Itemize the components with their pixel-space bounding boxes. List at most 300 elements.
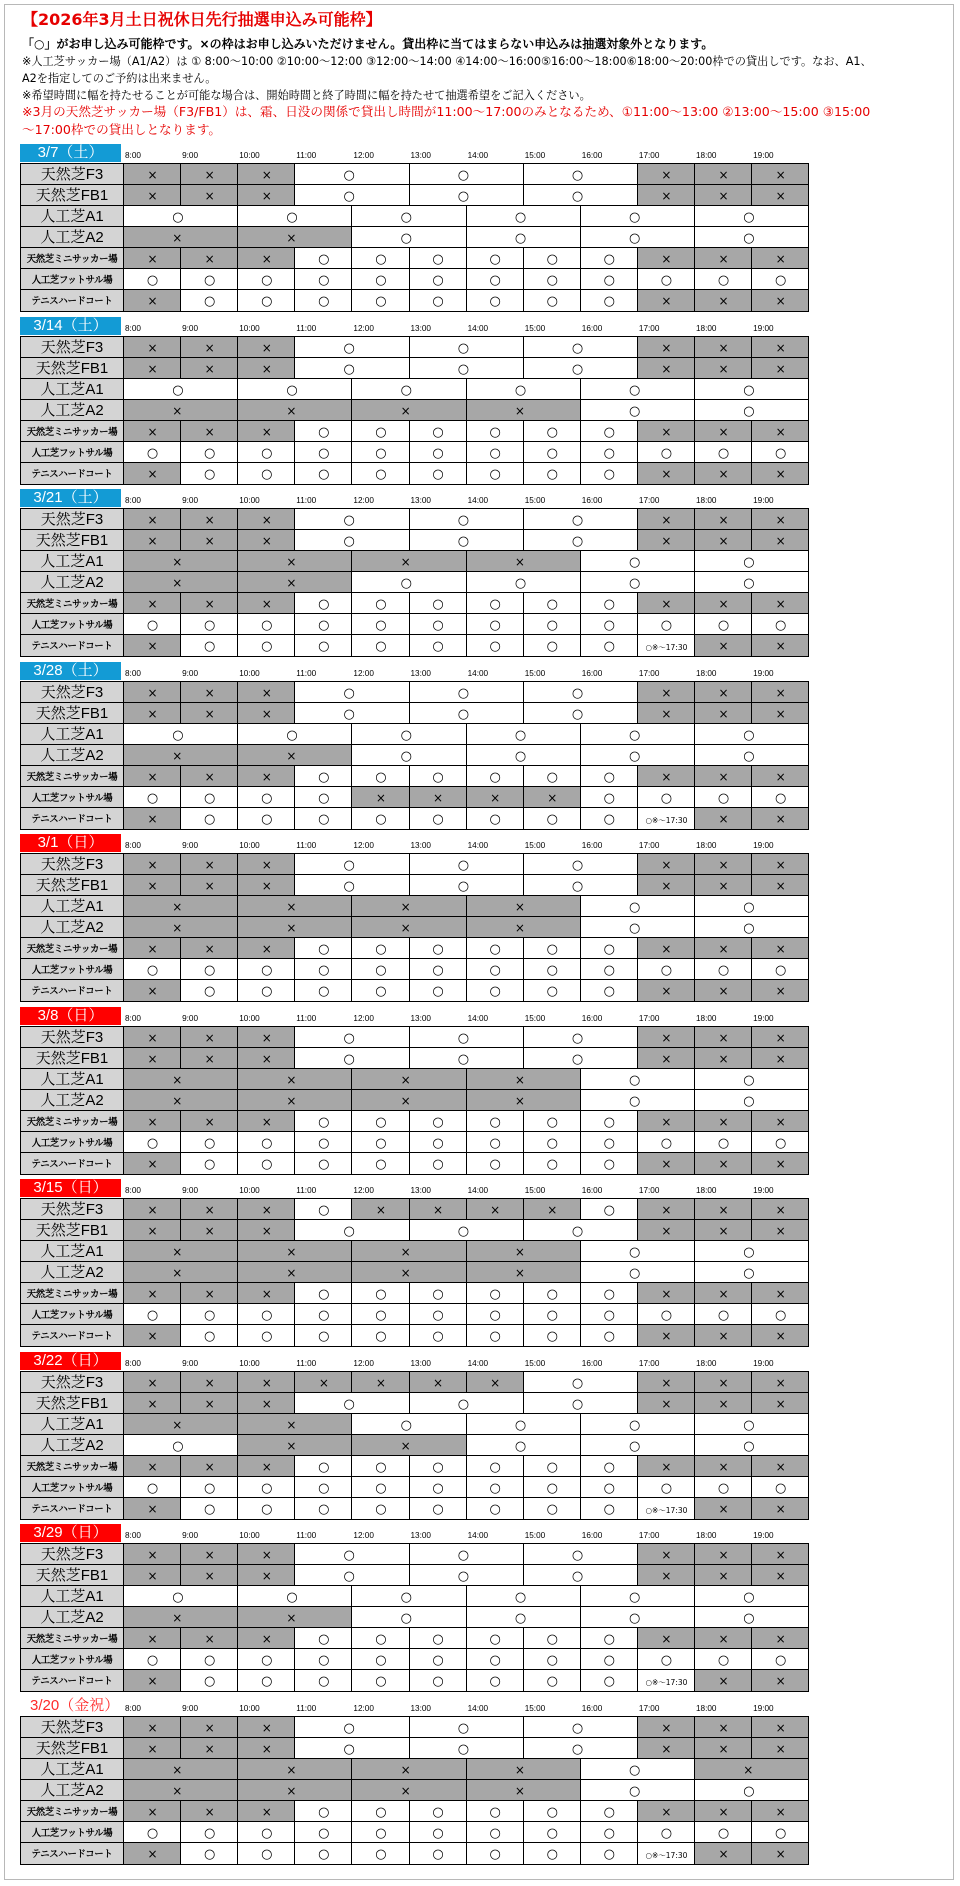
available-slot[interactable]	[523, 1648, 581, 1670]
available-slot[interactable]	[351, 462, 409, 485]
available-slot[interactable]	[580, 1842, 638, 1865]
available-slot[interactable]	[294, 937, 352, 959]
available-slot[interactable]	[237, 1476, 295, 1498]
available-slot[interactable]	[580, 1627, 638, 1649]
available-slot[interactable]	[409, 702, 524, 724]
available-slot[interactable]	[523, 1152, 581, 1175]
available-slot[interactable]	[694, 916, 809, 938]
available-slot[interactable]	[523, 336, 638, 358]
available-slot[interactable]	[523, 1543, 638, 1565]
available-slot[interactable]	[351, 1669, 409, 1692]
available-slot[interactable]	[237, 1821, 295, 1843]
available-slot[interactable]	[466, 571, 581, 593]
available-slot[interactable]	[751, 1476, 809, 1498]
available-slot[interactable]	[351, 1821, 409, 1843]
available-slot[interactable]	[523, 765, 581, 787]
available-slot[interactable]	[237, 1131, 295, 1153]
available-slot[interactable]	[237, 1585, 352, 1607]
available-slot[interactable]	[294, 1716, 409, 1738]
available-slot[interactable]	[523, 702, 638, 724]
available-slot[interactable]	[523, 1800, 581, 1822]
available-slot[interactable]	[580, 1261, 695, 1283]
available-slot[interactable]	[466, 1434, 581, 1456]
available-slot[interactable]	[580, 1068, 695, 1090]
available-slot[interactable]	[466, 1821, 524, 1843]
available-slot[interactable]	[351, 765, 409, 787]
available-slot[interactable]	[523, 1392, 638, 1414]
available-slot[interactable]	[294, 1564, 409, 1586]
available-slot[interactable]	[351, 1324, 409, 1347]
available-slot[interactable]	[409, 1219, 524, 1241]
available-slot[interactable]	[466, 613, 524, 635]
available-slot[interactable]	[694, 1089, 809, 1111]
available-slot[interactable]	[294, 1026, 409, 1048]
available-slot[interactable]	[523, 1564, 638, 1586]
available-slot[interactable]	[351, 268, 409, 290]
available-slot[interactable]	[523, 529, 638, 551]
available-slot[interactable]	[466, 744, 581, 766]
available-slot[interactable]	[351, 1497, 409, 1520]
available-slot[interactable]	[351, 979, 409, 1002]
available-slot[interactable]	[694, 1131, 752, 1153]
available-slot[interactable]	[351, 1110, 409, 1132]
available-slot[interactable]	[294, 1669, 352, 1692]
available-slot[interactable]	[466, 420, 524, 442]
available-slot[interactable]	[694, 958, 752, 980]
available-slot[interactable]	[409, 937, 467, 959]
available-slot[interactable]	[237, 268, 295, 290]
available-slot[interactable]	[466, 462, 524, 485]
available-slot[interactable]	[409, 765, 467, 787]
available-slot[interactable]	[237, 1669, 295, 1692]
available-slot[interactable]	[580, 289, 638, 312]
available-slot[interactable]	[351, 1455, 409, 1477]
available-slot[interactable]	[409, 807, 467, 830]
available-slot[interactable]	[123, 1585, 238, 1607]
available-slot[interactable]	[694, 441, 752, 463]
available-slot[interactable]	[180, 1476, 238, 1498]
available-slot[interactable]	[294, 1497, 352, 1520]
available-slot[interactable]	[180, 1669, 238, 1692]
available-slot[interactable]	[751, 786, 809, 808]
available-slot[interactable]	[694, 1434, 809, 1456]
available-slot[interactable]	[751, 1303, 809, 1325]
available-slot[interactable]	[466, 1800, 524, 1822]
available-slot[interactable]	[523, 958, 581, 980]
available-slot[interactable]	[351, 1152, 409, 1175]
available-slot[interactable]	[523, 853, 638, 875]
available-slot[interactable]	[694, 1303, 752, 1325]
available-slot[interactable]	[351, 807, 409, 830]
available-slot[interactable]	[409, 184, 524, 206]
available-slot[interactable]	[694, 1261, 809, 1283]
available-slot[interactable]	[409, 289, 467, 312]
available-slot[interactable]	[580, 958, 638, 980]
available-slot[interactable]	[409, 1497, 467, 1520]
available-slot[interactable]	[523, 592, 581, 614]
available-slot[interactable]	[409, 1627, 467, 1649]
available-slot[interactable]	[180, 1131, 238, 1153]
available-slot[interactable]	[580, 634, 638, 657]
available-slot[interactable]	[294, 163, 409, 185]
available-slot[interactable]	[580, 1497, 638, 1520]
available-slot[interactable]	[580, 1800, 638, 1822]
available-slot[interactable]	[523, 1821, 581, 1843]
available-slot[interactable]	[694, 1240, 809, 1262]
available-slot[interactable]	[466, 1455, 524, 1477]
available-slot[interactable]	[580, 1821, 638, 1843]
available-slot[interactable]	[523, 163, 638, 185]
available-slot[interactable]	[409, 529, 524, 551]
available-slot[interactable]	[466, 937, 524, 959]
available-slot[interactable]	[751, 1131, 809, 1153]
available-slot[interactable]	[123, 1821, 181, 1843]
available-slot[interactable]	[580, 807, 638, 830]
available-slot[interactable]	[751, 268, 809, 290]
available-slot[interactable]	[580, 378, 695, 400]
available-slot[interactable]	[751, 613, 809, 635]
available-slot[interactable]	[580, 916, 695, 938]
available-slot[interactable]	[294, 441, 352, 463]
available-slot[interactable]	[580, 462, 638, 485]
available-slot[interactable]	[694, 1821, 752, 1843]
available-slot[interactable]	[466, 1413, 581, 1435]
available-slot[interactable]	[409, 853, 524, 875]
available-slot[interactable]	[180, 1842, 238, 1865]
available-slot[interactable]	[409, 1669, 467, 1692]
available-slot[interactable]	[694, 786, 752, 808]
available-slot[interactable]	[466, 765, 524, 787]
available-slot[interactable]	[637, 1669, 695, 1692]
available-slot[interactable]	[123, 1434, 238, 1456]
available-slot[interactable]	[294, 1392, 409, 1414]
available-slot[interactable]	[580, 1240, 695, 1262]
available-slot[interactable]	[409, 1047, 524, 1069]
available-slot[interactable]	[751, 1821, 809, 1843]
available-slot[interactable]	[351, 1476, 409, 1498]
available-slot[interactable]	[237, 723, 352, 745]
available-slot[interactable]	[523, 1455, 581, 1477]
available-slot[interactable]	[294, 807, 352, 830]
available-slot[interactable]	[409, 1564, 524, 1586]
available-slot[interactable]	[409, 163, 524, 185]
available-slot[interactable]	[523, 937, 581, 959]
available-slot[interactable]	[580, 1434, 695, 1456]
available-slot[interactable]	[580, 1669, 638, 1692]
available-slot[interactable]	[580, 786, 638, 808]
available-slot[interactable]	[466, 441, 524, 463]
available-slot[interactable]	[466, 226, 581, 248]
available-slot[interactable]	[694, 1779, 809, 1801]
available-slot[interactable]	[466, 247, 524, 269]
available-slot[interactable]	[294, 1198, 352, 1220]
available-slot[interactable]	[466, 1669, 524, 1692]
available-slot[interactable]	[580, 1089, 695, 1111]
available-slot[interactable]	[694, 1068, 809, 1090]
available-slot[interactable]	[180, 613, 238, 635]
available-slot[interactable]	[466, 1324, 524, 1347]
available-slot[interactable]	[294, 786, 352, 808]
available-slot[interactable]	[294, 1648, 352, 1670]
available-slot[interactable]	[294, 529, 409, 551]
available-slot[interactable]	[351, 937, 409, 959]
available-slot[interactable]	[523, 1219, 638, 1241]
available-slot[interactable]	[523, 441, 581, 463]
available-slot[interactable]	[580, 441, 638, 463]
available-slot[interactable]	[694, 399, 809, 421]
available-slot[interactable]	[123, 1476, 181, 1498]
available-slot[interactable]	[409, 1455, 467, 1477]
available-slot[interactable]	[351, 205, 466, 227]
available-slot[interactable]	[523, 1026, 638, 1048]
available-slot[interactable]	[580, 1476, 638, 1498]
available-slot[interactable]	[237, 1152, 295, 1175]
available-slot[interactable]	[294, 979, 352, 1002]
available-slot[interactable]	[580, 571, 695, 593]
available-slot[interactable]	[409, 1543, 524, 1565]
available-slot[interactable]	[466, 268, 524, 290]
available-slot[interactable]	[351, 744, 466, 766]
available-slot[interactable]	[351, 1282, 409, 1304]
available-slot[interactable]	[409, 462, 467, 485]
available-slot[interactable]	[580, 979, 638, 1002]
available-slot[interactable]	[523, 979, 581, 1002]
available-slot[interactable]	[409, 874, 524, 896]
available-slot[interactable]	[523, 1282, 581, 1304]
available-slot[interactable]	[237, 1648, 295, 1670]
available-slot[interactable]	[237, 1842, 295, 1865]
available-slot[interactable]	[466, 1842, 524, 1865]
available-slot[interactable]	[237, 1303, 295, 1325]
available-slot[interactable]	[523, 874, 638, 896]
available-slot[interactable]	[409, 613, 467, 635]
available-slot[interactable]	[294, 702, 409, 724]
available-slot[interactable]	[294, 184, 409, 206]
available-slot[interactable]	[523, 1131, 581, 1153]
available-slot[interactable]	[409, 508, 524, 530]
available-slot[interactable]	[409, 1648, 467, 1670]
available-slot[interactable]	[351, 1648, 409, 1670]
available-slot[interactable]	[294, 247, 352, 269]
available-slot[interactable]	[580, 550, 695, 572]
available-slot[interactable]	[294, 289, 352, 312]
available-slot[interactable]	[294, 592, 352, 614]
available-slot[interactable]	[237, 807, 295, 830]
available-slot[interactable]	[294, 853, 409, 875]
available-slot[interactable]	[580, 205, 695, 227]
available-slot[interactable]	[409, 681, 524, 703]
available-slot[interactable]	[351, 592, 409, 614]
available-slot[interactable]	[294, 613, 352, 635]
available-slot[interactable]	[466, 592, 524, 614]
available-slot[interactable]	[123, 1648, 181, 1670]
available-slot[interactable]	[523, 268, 581, 290]
available-slot[interactable]	[294, 765, 352, 787]
available-slot[interactable]	[123, 786, 181, 808]
available-slot[interactable]	[294, 1152, 352, 1175]
available-slot[interactable]	[637, 786, 695, 808]
available-slot[interactable]	[466, 1152, 524, 1175]
available-slot[interactable]	[180, 441, 238, 463]
available-slot[interactable]	[580, 1282, 638, 1304]
available-slot[interactable]	[294, 462, 352, 485]
available-slot[interactable]	[351, 247, 409, 269]
available-slot[interactable]	[294, 1455, 352, 1477]
available-slot[interactable]	[180, 1821, 238, 1843]
available-slot[interactable]	[694, 1585, 809, 1607]
available-slot[interactable]	[123, 268, 181, 290]
available-slot[interactable]	[123, 378, 238, 400]
available-slot[interactable]	[637, 1842, 695, 1865]
available-slot[interactable]	[351, 1606, 466, 1628]
available-slot[interactable]	[409, 1324, 467, 1347]
available-slot[interactable]	[237, 1497, 295, 1520]
available-slot[interactable]	[294, 1627, 352, 1649]
available-slot[interactable]	[523, 1737, 638, 1759]
available-slot[interactable]	[523, 508, 638, 530]
available-slot[interactable]	[694, 895, 809, 917]
available-slot[interactable]	[523, 1324, 581, 1347]
available-slot[interactable]	[637, 613, 695, 635]
available-slot[interactable]	[409, 1110, 467, 1132]
available-slot[interactable]	[580, 613, 638, 635]
available-slot[interactable]	[294, 958, 352, 980]
available-slot[interactable]	[409, 1026, 524, 1048]
available-slot[interactable]	[637, 1476, 695, 1498]
available-slot[interactable]	[751, 958, 809, 980]
available-slot[interactable]	[523, 357, 638, 379]
available-slot[interactable]	[580, 1131, 638, 1153]
available-slot[interactable]	[580, 268, 638, 290]
available-slot[interactable]	[409, 247, 467, 269]
available-slot[interactable]	[637, 1131, 695, 1153]
available-slot[interactable]	[466, 1648, 524, 1670]
available-slot[interactable]	[409, 420, 467, 442]
available-slot[interactable]	[580, 399, 695, 421]
available-slot[interactable]	[466, 1585, 581, 1607]
available-slot[interactable]	[409, 357, 524, 379]
available-slot[interactable]	[580, 1303, 638, 1325]
available-slot[interactable]	[237, 613, 295, 635]
available-slot[interactable]	[294, 681, 409, 703]
available-slot[interactable]	[580, 1110, 638, 1132]
available-slot[interactable]	[294, 874, 409, 896]
available-slot[interactable]	[409, 634, 467, 657]
available-slot[interactable]	[637, 268, 695, 290]
available-slot[interactable]	[637, 1821, 695, 1843]
available-slot[interactable]	[637, 958, 695, 980]
available-slot[interactable]	[180, 268, 238, 290]
available-slot[interactable]	[409, 1476, 467, 1498]
available-slot[interactable]	[523, 1842, 581, 1865]
available-slot[interactable]	[580, 1152, 638, 1175]
available-slot[interactable]	[351, 289, 409, 312]
available-slot[interactable]	[580, 895, 695, 917]
available-slot[interactable]	[523, 1476, 581, 1498]
available-slot[interactable]	[523, 1669, 581, 1692]
available-slot[interactable]	[237, 441, 295, 463]
available-slot[interactable]	[237, 634, 295, 657]
available-slot[interactable]	[351, 441, 409, 463]
available-slot[interactable]	[180, 289, 238, 312]
available-slot[interactable]	[580, 1198, 638, 1220]
available-slot[interactable]	[294, 1821, 352, 1843]
available-slot[interactable]	[694, 1476, 752, 1498]
available-slot[interactable]	[237, 1324, 295, 1347]
available-slot[interactable]	[409, 1392, 524, 1414]
available-slot[interactable]	[694, 550, 809, 572]
available-slot[interactable]	[466, 807, 524, 830]
available-slot[interactable]	[751, 441, 809, 463]
available-slot[interactable]	[294, 1324, 352, 1347]
available-slot[interactable]	[351, 571, 466, 593]
available-slot[interactable]	[523, 1627, 581, 1649]
available-slot[interactable]	[580, 1455, 638, 1477]
available-slot[interactable]	[409, 441, 467, 463]
available-slot[interactable]	[466, 1131, 524, 1153]
available-slot[interactable]	[523, 1371, 638, 1393]
available-slot[interactable]	[294, 1047, 409, 1069]
available-slot[interactable]	[123, 723, 238, 745]
available-slot[interactable]	[694, 378, 809, 400]
available-slot[interactable]	[351, 723, 466, 745]
available-slot[interactable]	[351, 634, 409, 657]
available-slot[interactable]	[409, 958, 467, 980]
available-slot[interactable]	[180, 979, 238, 1002]
available-slot[interactable]	[694, 744, 809, 766]
available-slot[interactable]	[466, 1110, 524, 1132]
available-slot[interactable]	[466, 979, 524, 1002]
available-slot[interactable]	[409, 336, 524, 358]
available-slot[interactable]	[523, 1110, 581, 1132]
available-slot[interactable]	[180, 786, 238, 808]
available-slot[interactable]	[409, 1737, 524, 1759]
available-slot[interactable]	[694, 571, 809, 593]
available-slot[interactable]	[694, 1413, 809, 1435]
available-slot[interactable]	[523, 681, 638, 703]
available-slot[interactable]	[523, 1497, 581, 1520]
available-slot[interactable]	[123, 1303, 181, 1325]
available-slot[interactable]	[237, 979, 295, 1002]
available-slot[interactable]	[409, 1152, 467, 1175]
available-slot[interactable]	[523, 420, 581, 442]
available-slot[interactable]	[466, 1476, 524, 1498]
available-slot[interactable]	[466, 1303, 524, 1325]
available-slot[interactable]	[466, 1282, 524, 1304]
available-slot[interactable]	[180, 958, 238, 980]
available-slot[interactable]	[123, 441, 181, 463]
available-slot[interactable]	[466, 1497, 524, 1520]
available-slot[interactable]	[580, 1413, 695, 1435]
available-slot[interactable]	[580, 592, 638, 614]
available-slot[interactable]	[351, 420, 409, 442]
available-slot[interactable]	[294, 1131, 352, 1153]
available-slot[interactable]	[123, 205, 238, 227]
available-slot[interactable]	[523, 634, 581, 657]
available-slot[interactable]	[180, 1497, 238, 1520]
available-slot[interactable]	[351, 958, 409, 980]
available-slot[interactable]	[237, 958, 295, 980]
available-slot[interactable]	[580, 1779, 695, 1801]
available-slot[interactable]	[123, 1131, 181, 1153]
available-slot[interactable]	[694, 226, 809, 248]
available-slot[interactable]	[180, 1324, 238, 1347]
available-slot[interactable]	[123, 613, 181, 635]
available-slot[interactable]	[580, 744, 695, 766]
available-slot[interactable]	[466, 634, 524, 657]
available-slot[interactable]	[351, 1131, 409, 1153]
available-slot[interactable]	[523, 613, 581, 635]
